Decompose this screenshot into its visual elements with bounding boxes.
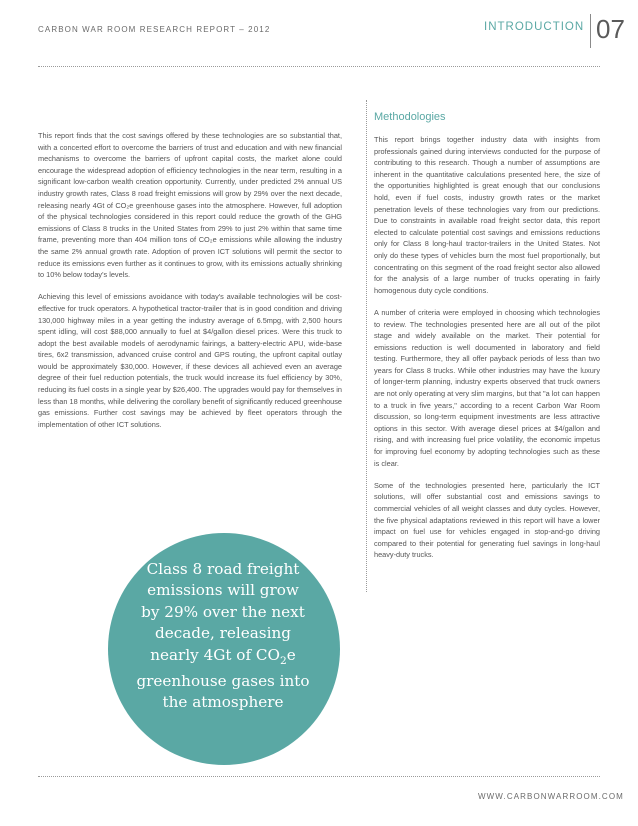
quote-fragment: e — [286, 645, 296, 664]
quote-line: greenhouse gases into — [136, 672, 310, 691]
column-divider — [366, 100, 367, 592]
right-paragraph-1: This report brings together industry data with insights from professionals gained during interviews conducted for the purpose of contributing to this research. Though a number of assumptions are inherent in the quantitative calculations presented here, the size of the opportunities highlighted is great enough that our conclusions hold, even if fuel costs, industry growth rates or the market penetration levels of these technologies vary from our predictions. Due to constraints in available road freight sector data, this report elected to calculate potential cost savings and emissions reductions only for Class 8 long-haul tractor-trailers in the United States. Not only do these types of vehicles burn the most fuel proportionally, but concentrating on this segment of the road freight sector also allowed for the analysis of a large number of trucks operating in fairly homogenous duty cycle conditions. — [374, 135, 600, 295]
right-column — [374, 134, 600, 572]
quote-line: decade, releasing — [155, 624, 291, 643]
section-tag: INTRODUCTION — [484, 21, 585, 33]
page-number: 07 — [596, 14, 625, 44]
page-number-divider — [590, 14, 591, 48]
pull-quote — [118, 559, 328, 714]
quote-line: Class 8 road freight — [146, 560, 300, 578]
left-paragraph-2: Achieving this level of emissions avoidance with today's available technologies will be cost-effective for truck operators. A hypothetical tractor-trailer that is in good condition and driving 130,000 highway miles in a year getting the industry average of 6.5mpg, with 2,500 hours spent idling, will cost $88,000 annually to fuel at $4/gallon diesel prices. Were this truck to adopt the best available models of aerodynamic fairings, a battery-electric APU, wide-base tires, 6x2 transmission, advanced cruise control and GPS routing, the upfront capital outlay would be approximately $30,000. However, if these devices all achieved even an average degree of their fuel reduction potentials, the truck would increase its fuel efficiency by 30%, reducing its fuel costs in a single year by $26,400. The upgrades would pay for themselves in less than 18 months, while delivering the corollary benefit of significantly reduced greenhouse gas emissions. Further cost savings may be achieved by fleet operators through the implementation of other ICT solutions. — [38, 292, 342, 429]
methodologies-title: Methodologies — [374, 111, 446, 123]
quote-subscript: 2 — [279, 653, 287, 667]
header-rule — [38, 66, 600, 67]
right-paragraph-3: Some of the technologies presented here, particularly the ICT solutions, will offer substantial cost and emissions savings to commercial vehicles of all weight classes and duty cycles. However, the five physical adaptations reviewed in this report will have a lower impact on fuel use for vehicles engaged in stop-and-go driving compared to their potential for generating fuel savings in long-haul heavy-duty trucks. — [374, 480, 600, 560]
quote-line — [118, 645, 328, 671]
report-title: CARBON WAR ROOM RESEARCH REPORT – 2012 — [38, 25, 271, 34]
right-paragraph-2: A number of criteria were employed in choosing which technologies to review. The technologies presented here are all out of the pilot stage and widely available on the market. Their potential for emissions reduction is well documented in laboratory and field testing. Furthermore, they all offer payback periods of less than two years for Class 8 trucks. While other industries may have the luxury of longer-term planning, industry experts observed that truck owners are not only operating at very slim margins, but that "a lot can happen to a truck in five years," according to a recent Carbon War Room discussion, so long-term equipment investments are less attractive options in this sector. With average diesel prices at $4/gallon and rising, and with increasing fuel price volatility, the economic impetus for improving fuel economy by adopting technologies such as these is clear. — [374, 307, 600, 468]
quote-line: by 29% over the next — [141, 602, 305, 621]
footer-rule — [38, 776, 600, 777]
quote-line: emissions will grow — [147, 581, 299, 600]
left-column — [38, 130, 342, 441]
left-paragraph-1: This report finds that the cost savings offered by these technologies are so substantial that, with a concerted effort to overcome the barriers of trust and education and with new financial mechanisms to overcome the barriers of upfront capital costs, the market alone could encourage the widespread adoption of efficiency technologies in the near term, resulting in a significant low-carbon wealth creation opportunity. Currently, under predicted 2% annual US industry growth rates, Class 8 road freight emissions will grow by 29% over the next decade, releasing nearly 4Gt of CO₂e greenhouse gases into the atmosphere. However, full adoption of the physical technologies considered in this report could reduce the growth of the GHG emissions of Class 8 trucks in the United States from 29% to just 2% within that same time frame, preventing more than 404 million tons of CO₂e emissions while allowing the industry the same 2% annual growth rate. Adoption of proven ICT solutions will permit the sector to reduce its emissions even further as it continues to grow, with its emissions actually shrinking to 10% below today's levels. — [38, 131, 342, 280]
quote-line: the atmosphere — [162, 693, 284, 712]
quote-fragment: nearly 4Gt of CO — [150, 645, 280, 664]
website-url: WWW.CARBONWARROOM.COM — [478, 792, 624, 801]
